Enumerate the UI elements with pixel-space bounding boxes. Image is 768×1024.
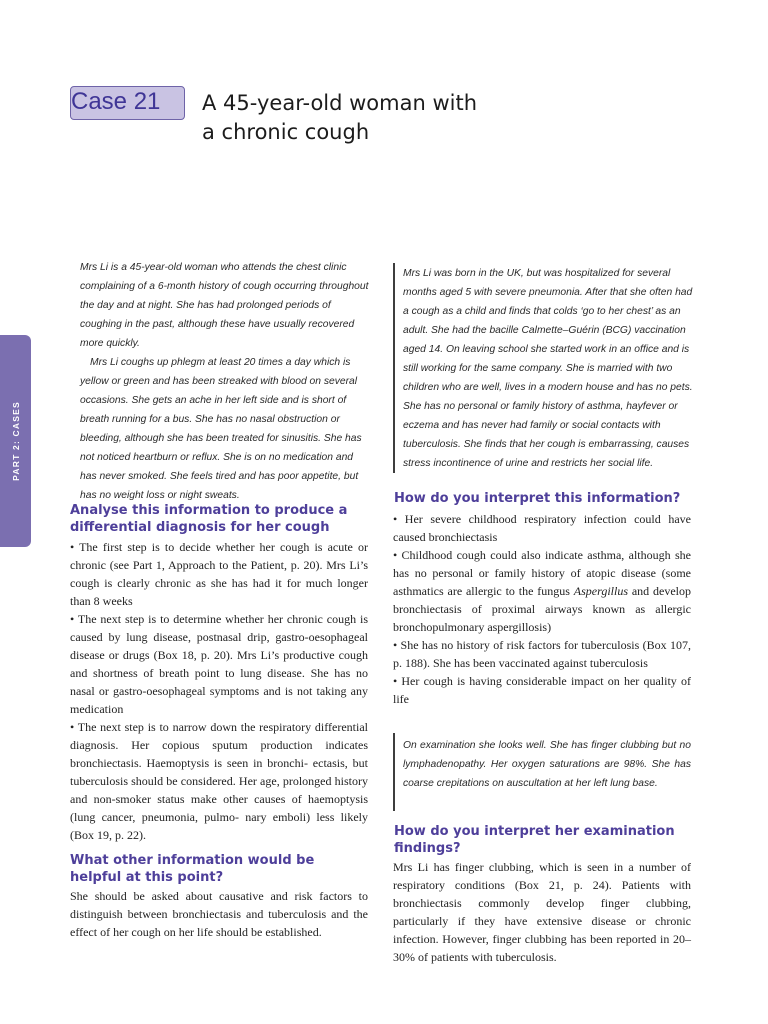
intro-paragraph-1: Mrs Li is a 45-year-old woman who attends the chest clinic complaining of a 6-month history of cough occurring throughout the day and at night. She has had prolonged periods of coughing in the past, although these have usually recovered more quickly.: [80, 262, 369, 349]
history-bar: [393, 263, 395, 473]
bullet-item: • She has no history of risk factors for tuberculosis (Box 107, p. 188). She has been vaccinated against tuberculosis: [393, 638, 691, 670]
exam-paragraph: On examination she looks well. She has finger clubbing but no lymphadenopathy. Her oxygen saturations are 98%. She has coarse crepitations on auscultation at her left lung base.: [403, 740, 691, 789]
title-line-2: a chronic cough: [202, 120, 370, 144]
interpretation-bullets: [393, 510, 691, 708]
bullet-item: • The next step is to determine whether her chronic cough is caused by lung disease, postnasal drip, gastro-oesophageal disease or drugs (Box 18, p. 20). Mrs Li’s productive cough and shortness of breath point to lung disease. She has no nasal or gastro-oesophageal symptoms and is not taking any medication: [70, 612, 368, 716]
case-label: Case 21: [71, 88, 161, 115]
case-intro: [80, 258, 372, 505]
other-info-paragraph: She should be asked about causative and risk factors to distinguish between bronchiectasis and tuberculosis and the effect of her cough on her life should be established.: [70, 889, 368, 939]
bullet-item: • The next step is to narrow down the respiratory differential diagnosis. Her copious sputum production indicates bronchiectasis. Haemoptysis is seen in bronchi- ectasis, but tuberculosis should be considered. Her age, prolonged history and non-smoker status make other causes of haemoptysis (lung cancer, pneumonia, pulmo- nary emboli) less likely (Box 19, p. 22).: [70, 720, 368, 842]
side-tab-label: PART 2: CASES: [10, 401, 21, 481]
side-tab-text: [0, 335, 31, 547]
bullet-item: [393, 546, 691, 636]
section-heading-interpret-info: How do you interpret this information?: [394, 491, 681, 506]
exam-block: [403, 736, 691, 793]
intro-paragraph-2: Mrs Li coughs up phlegm at least 20 times a day which is yellow or green and has been streaked with blood on several occasions. She gets an ache in her left side and is short of breath running for a bus. She has no nasal obstruction or bleeding, although she has been treated for sinusitis. She has not noticed heartburn or reflux. She is on no medication and has never smoked. She feels tired and has poor appetite, but has no weight loss or night sweats.: [80, 357, 362, 501]
exam-bar: [393, 733, 395, 811]
section-heading-differential: Analyse this information to produce a differential diagnosis for her cough: [70, 503, 348, 535]
bullet-text-italic: Aspergillus: [573, 584, 628, 598]
bullet-item: • Her severe childhood respiratory infection could have caused bronchiectasis: [393, 512, 691, 544]
exam-findings-paragraph: Mrs Li has finger clubbing, which is seen in a number of respiratory conditions (Box 21, p. 24). Patients with bronchiectasis commonly develop finger clubbing, particularly if they have extensive disease or chronic infection. However, finger clubbing has been reported in 20–30% of patients with tuberculosis.: [393, 860, 691, 964]
history-block: [403, 264, 695, 473]
bullet-text: and develop bronchiectasis of proximal airways known as allergic bronchopulmonary aspergillosis): [393, 584, 691, 634]
page-title: [202, 89, 582, 147]
bullet-text: • Childhood cough could also indicate asthma, although she has no personal or family history of atopic disease (some asthmatics are allergic to the fungus: [393, 548, 691, 598]
differential-bullets: [70, 538, 368, 844]
history-paragraph: Mrs Li was born in the UK, but was hospitalized for several months aged 5 with severe pneumonia. After that she often had a cough as a child and finds that colds ‘go to her chest’ as an adult. She had the bacille Calmette–Guérin (BCG) vaccination aged 14. On leaving school she started work in an office and is still working for the same company. She is married with two children who are well, lives in a modern house and has no pets. She has no personal or family history of asthma, hayfever or eczema and has never had family or social contacts with tuberculosis. She finds that her cough is embarrassing, causes stress incontinence of urine and restricts her social life.: [403, 268, 693, 469]
bullet-item: • The first step is to decide whether her cough is acute or chronic (see Part 1, Approach to the Patient, p. 20). Mrs Li’s cough is clearly chronic as she has had it for much longer than 8 weeks: [70, 540, 368, 608]
section-heading-other-info: What other information would be helpful at this point?: [70, 853, 315, 885]
bullet-item: • Her cough is having considerable impact on her quality of life: [393, 674, 691, 706]
section-heading-exam-findings: How do you interpret her examination findings?: [394, 824, 675, 856]
title-line-1: A 45-year-old woman with: [202, 91, 478, 115]
